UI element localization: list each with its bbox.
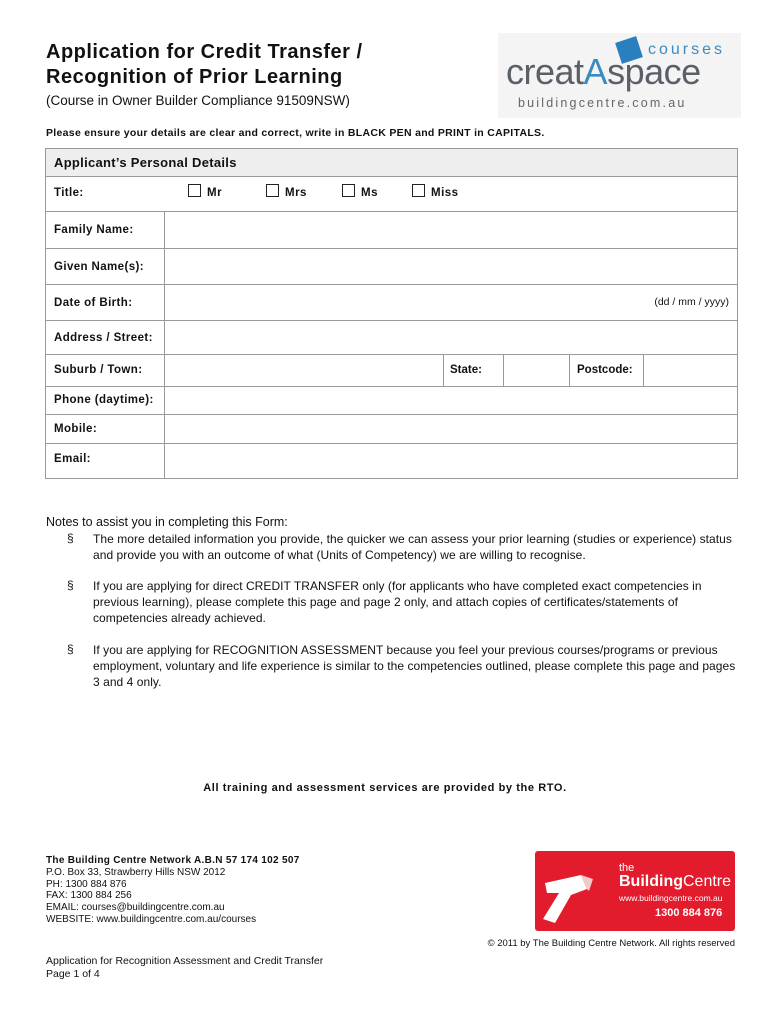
title-option-miss[interactable]: [412, 184, 459, 199]
postcode-divider: [569, 355, 570, 386]
mobile-label: Mobile:: [54, 423, 98, 435]
logo-space: space: [607, 51, 701, 92]
option-label: Mr: [207, 187, 223, 199]
po-box: P.O. Box 33, Strawberry Hills NSW 2012: [46, 866, 226, 878]
copyright: © 2011 by The Building Centre Network. All rights reserved: [487, 938, 735, 949]
rto-statement: All training and assessment services are provided by the RTO.: [203, 782, 567, 794]
title-option-mr[interactable]: [188, 184, 222, 199]
given-names-label: Given Name(s):: [54, 261, 144, 273]
option-label: Miss: [431, 187, 459, 199]
phone: PH: 1300 884 876: [46, 878, 127, 890]
postcode-field[interactable]: [643, 355, 644, 386]
dob-label: Date of Birth:: [54, 297, 133, 309]
state-field[interactable]: [503, 355, 504, 386]
checkbox-miss[interactable]: [412, 184, 425, 197]
title-line-2: Recognition of Prior Learning: [46, 66, 343, 88]
bc-centre: Centre: [682, 873, 732, 890]
title-option-ms[interactable]: [342, 184, 378, 199]
bc-the: the: [619, 862, 635, 874]
postcode-label: Postcode:: [577, 364, 633, 376]
footer: [46, 955, 323, 981]
bullet-icon: §: [67, 531, 74, 545]
logo-domain: buildingcentre.com.au: [518, 96, 687, 110]
address-field[interactable]: [164, 321, 737, 354]
dob-field[interactable]: [164, 285, 737, 320]
given-names-row: [46, 249, 737, 285]
org-name: The Building Centre Network A.B.N 57 174 102 507: [46, 855, 300, 866]
title-option-mrs[interactable]: [266, 184, 307, 199]
dob-format-hint: (dd / mm / yyyy): [654, 296, 729, 308]
family-name-field[interactable]: [164, 212, 737, 248]
logo-wordmark: [506, 51, 701, 93]
mobile-row: [46, 415, 737, 444]
page-title: [46, 40, 363, 90]
hammer-icon: [541, 875, 611, 923]
title-options: [164, 177, 737, 211]
title-label: Title:: [54, 187, 84, 199]
bc-web: www.buildingcentre.com.au: [619, 893, 723, 903]
address-label: Address / Street:: [54, 332, 153, 344]
instruction-text: Please ensure your details are clear and correct, write in BLACK PEN and PRINT in CAPITALS.: [46, 127, 545, 139]
email: EMAIL: courses@buildingcentre.com.au: [46, 902, 225, 914]
contact-block: [46, 855, 300, 926]
footer-page-number: Page 1 of 4: [46, 968, 100, 980]
suburb-label: Suburb / Town:: [54, 364, 143, 376]
website: WEBSITE: www.buildingcentre.com.au/courses: [46, 913, 257, 925]
title-row: [46, 177, 737, 212]
note-item: If you are applying for direct CREDIT TRANSFER only (for applicants who have completed exact competencies in previous learning), please complete this page and page 2 only, and attach copies of certificates/statements of competencies already achieved.: [93, 579, 702, 625]
phone-field[interactable]: [164, 387, 737, 414]
given-names-field[interactable]: [164, 249, 737, 284]
course-subtitle: (Course in Owner Builder Compliance 91509NSW): [46, 93, 350, 108]
section-title: Applicant’s Personal Details: [46, 149, 737, 177]
option-label: Mrs: [285, 187, 307, 199]
logo-creat: creat: [506, 51, 584, 92]
email-field[interactable]: [164, 444, 737, 478]
fax: FAX: 1300 884 256: [46, 890, 132, 902]
address-row: [46, 321, 737, 355]
checkbox-mrs[interactable]: [266, 184, 279, 197]
state-divider: [443, 355, 444, 386]
personal-details-form: [45, 148, 738, 479]
phone-row: [46, 387, 737, 415]
bc-phone: 1300 884 876: [655, 907, 723, 919]
family-name-row: [46, 212, 737, 249]
suburb-row: [46, 355, 737, 387]
email-label: Email:: [54, 453, 91, 465]
title-line-1: Application for Credit Transfer /: [46, 41, 363, 63]
createaspace-logo: [498, 33, 741, 118]
bullet-icon: §: [67, 642, 74, 656]
option-label: Ms: [361, 187, 378, 199]
state-label: State:: [450, 364, 482, 376]
note-item: If you are applying for RECOGNITION ASSESSMENT because you feel your previous courses/programs or previous employment, voluntary and life experience is similar to the competencies outlined, please complete this page and pages 3 and 4 only.: [93, 643, 736, 689]
family-name-label: Family Name:: [54, 224, 134, 236]
bc-name: [619, 873, 731, 891]
email-row: [46, 444, 737, 478]
phone-label: Phone (daytime):: [54, 394, 154, 406]
suburb-field[interactable]: [164, 355, 737, 386]
checkbox-mr[interactable]: [188, 184, 201, 197]
bullet-icon: §: [67, 578, 74, 592]
notes-title: Notes to assist you in completing this Form:: [46, 515, 288, 529]
logo-courses-text: courses: [648, 41, 726, 58]
bc-building: Building: [619, 873, 683, 890]
building-centre-logo: [535, 851, 735, 931]
footer-doc-title: Application for Recognition Assessment and Credit Transfer: [46, 955, 324, 967]
logo-a: A: [583, 51, 608, 92]
note-item: The more detailed information you provide, the quicker we can assess your prior learning (studies or experience) status and provide you with an outcome of what (Units of Competency) we are willing to recognise.: [93, 532, 732, 562]
mobile-field[interactable]: [164, 415, 737, 443]
dob-row: [46, 285, 737, 321]
checkbox-ms[interactable]: [342, 184, 355, 197]
